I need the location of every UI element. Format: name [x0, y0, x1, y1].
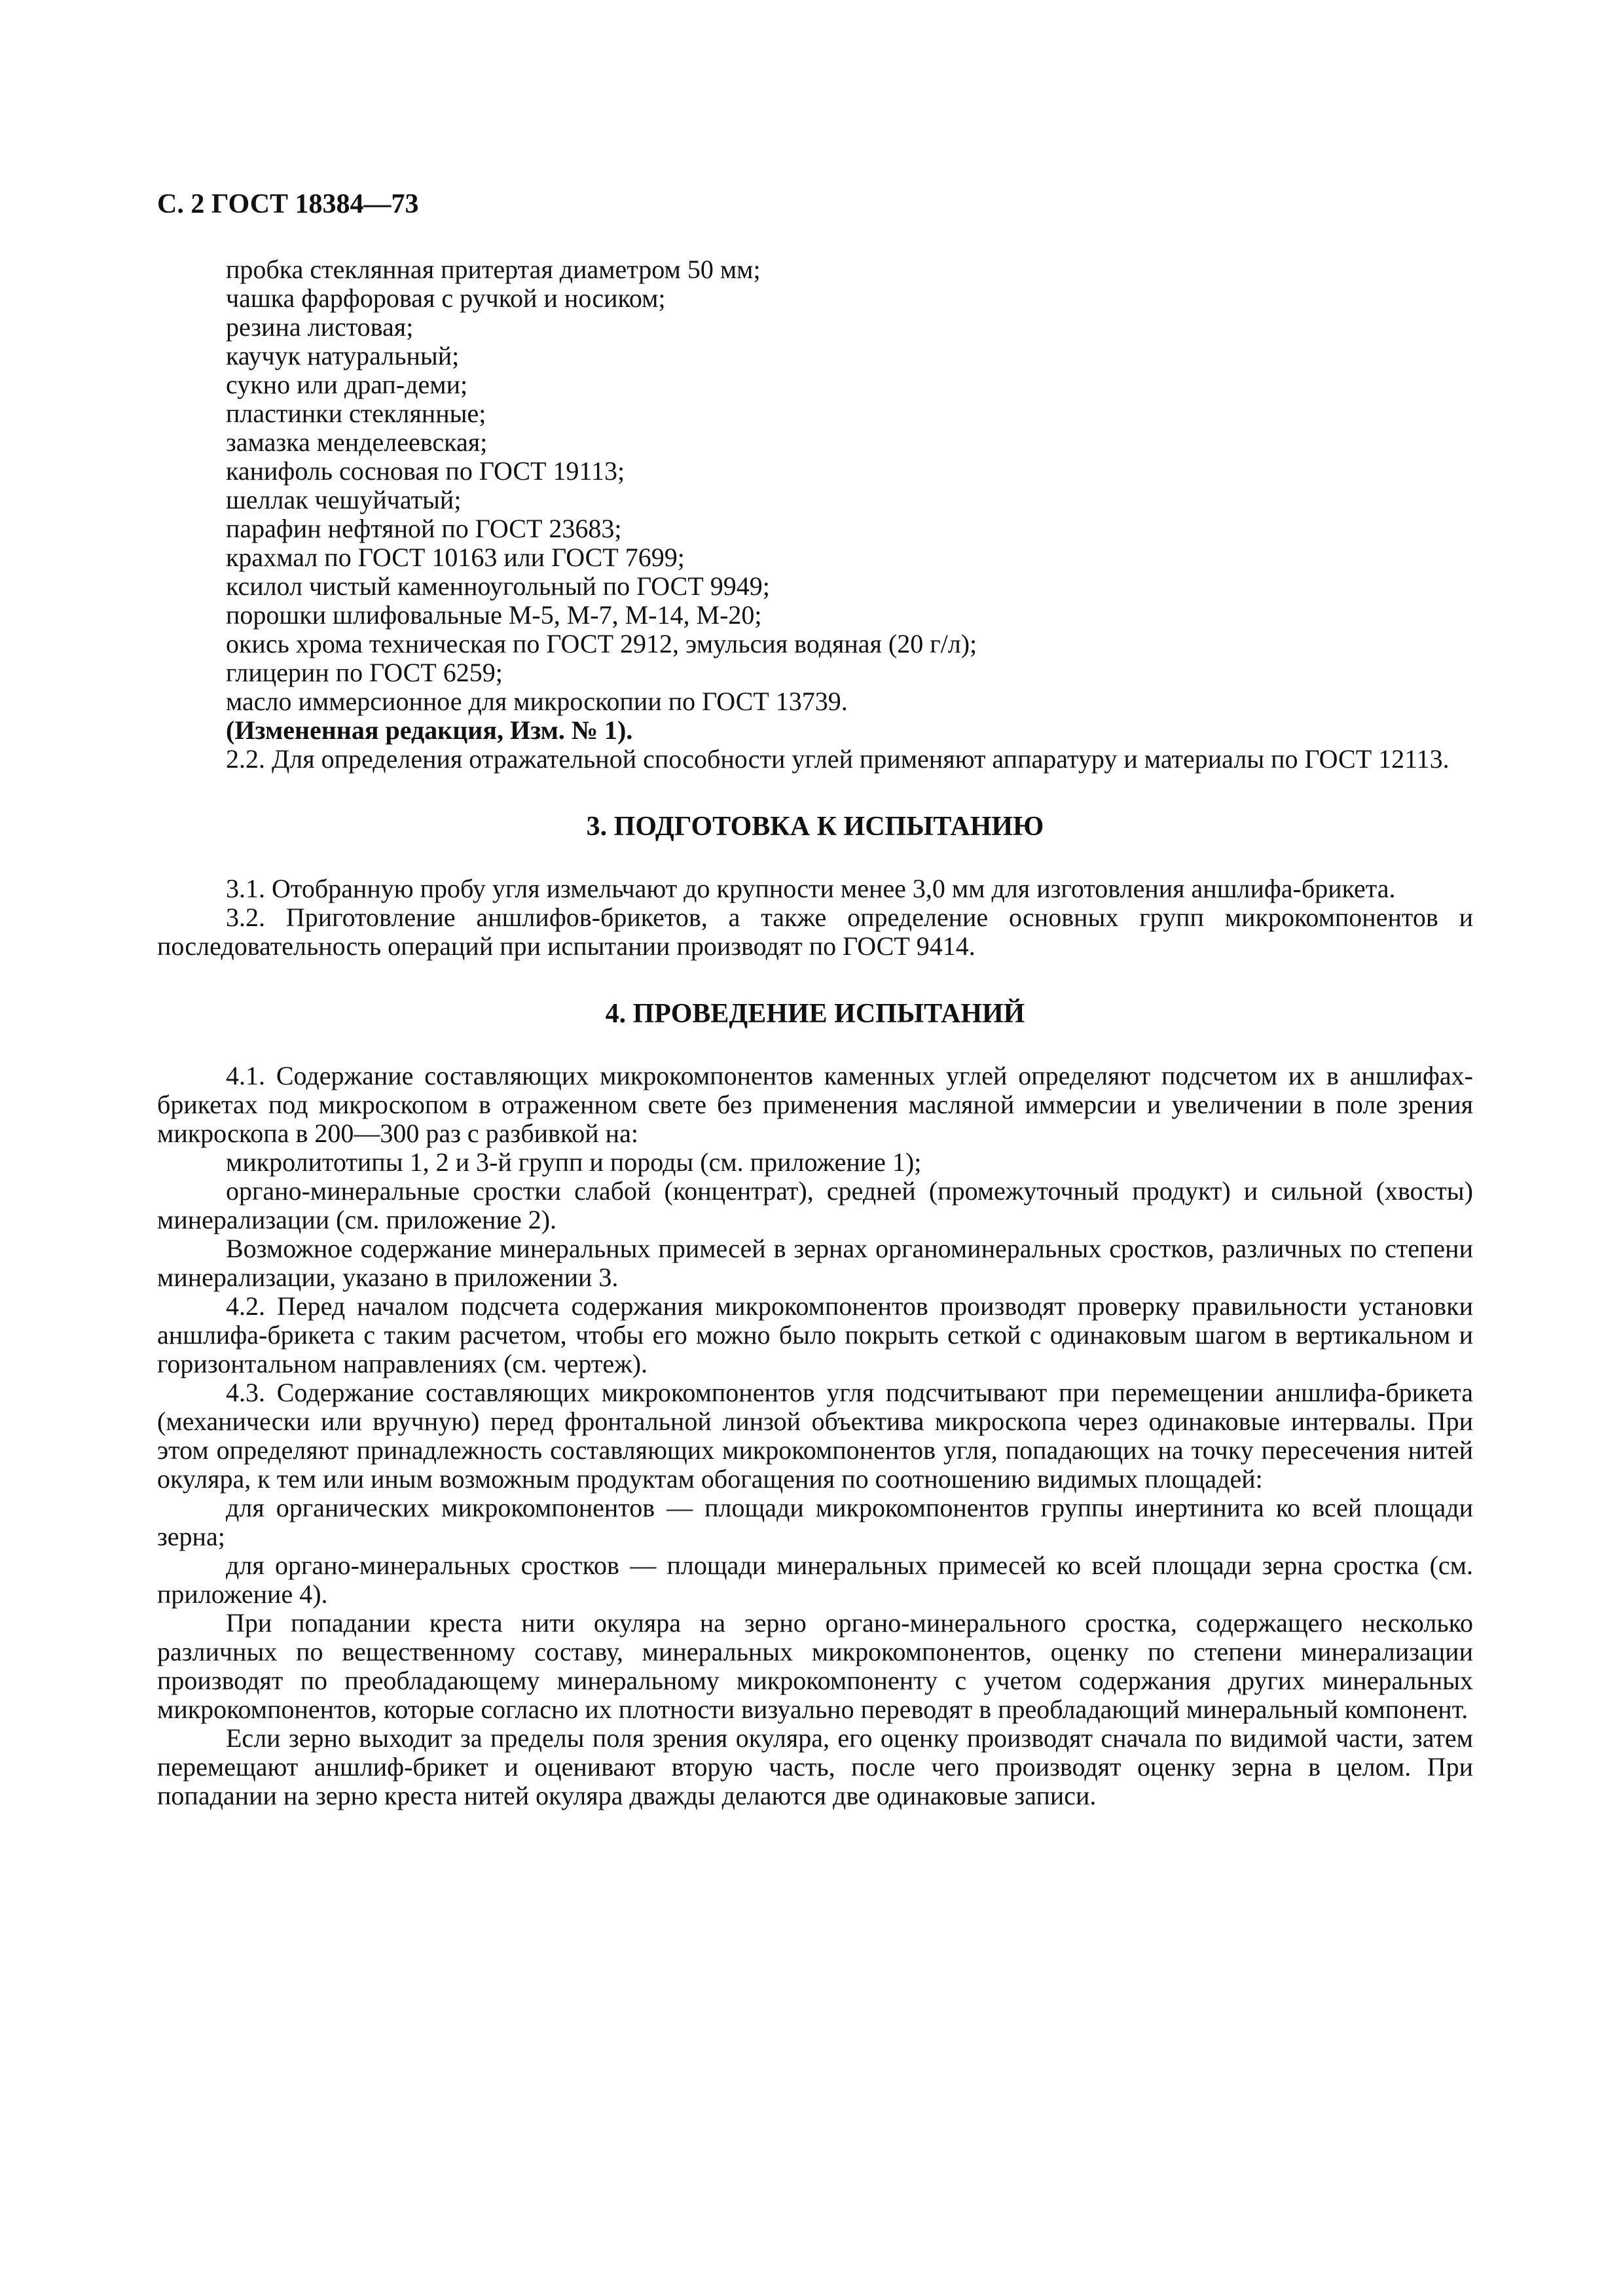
- list-item: масло иммерсионное для микроскопии по ГОСТ 13739.: [226, 687, 848, 716]
- amendment-note: (Измененная редакция, Изм. № 1).: [226, 715, 633, 745]
- paragraph-4-1-a: микролитотипы 1, 2 и 3-й групп и породы (см. приложение 1);: [226, 1147, 922, 1177]
- paragraph-4-2: 4.2. Перед началом подсчета содержания микрокомпонентов производят проверку правильности установки аншлифа-брикета с таким расчетом, чтобы его можно было покрыть сеткой с одинаковым шагом в вертикальном и горизонтальном направлениях (см. чертеж).: [157, 1291, 1473, 1378]
- paragraph-3-2: 3.2. Приготовление аншлифов-брикетов, а также определение основных групп микрокомпонентов и последовательность операций при испытании производят по ГОСТ 9414.: [157, 903, 1473, 961]
- paragraph-4-3-c: При попадании креста нити окуляра на зерно органо-минерального сростка, содержащего несколько различных по вещественному составу, минеральных микрокомпонентов, оценку по степени минерализации производят по преобладающему минеральному микрокомпоненту с учетом содержания других минеральных микрокомпонентов, которые согласно их плотности визуально переводят в преобладающий минеральный компонент.: [157, 1608, 1473, 1724]
- paragraph-4-3: 4.3. Содержание составляющих микрокомпонентов угля подсчитывают при перемещении аншлифа-брикета (механически или вручную) перед фронтальной линзой объектива микроскопа через одинаковые интервалы. При этом определяют принадлежность составляющих микрокомпонентов угля, попадающих на точку пересечения нитей окуляра, к тем или иным возможным продуктам обогащения по соотношению видимых площадей:: [157, 1378, 1473, 1494]
- list-item: чашка фарфоровая с ручкой и носиком;: [226, 283, 666, 313]
- paragraph-2-2: 2.2. Для определения отражательной способности углей применяют аппаратуру и материалы по ГОСТ 12113.: [226, 744, 1450, 774]
- list-item: окись хрома техническая по ГОСТ 2912, эмульсия водяная (20 г/л);: [226, 629, 977, 658]
- list-item: ксилол чистый каменноугольный по ГОСТ 9949;: [226, 571, 770, 601]
- list-item: замазка менделеевская;: [226, 427, 488, 457]
- list-item: резина листовая;: [226, 312, 414, 342]
- paragraph-4-3-b: для органо-минеральных сростков — площади минеральных примесей ко всей площади зерна сростка (см. приложение 4).: [157, 1551, 1473, 1609]
- list-item: порошки шлифовальные М-5, М-7, М-14, М-20;: [226, 600, 762, 630]
- list-item: канифоль сосновая по ГОСТ 19113;: [226, 456, 625, 486]
- list-item: парафин нефтяной по ГОСТ 23683;: [226, 514, 622, 543]
- list-item: пробка стеклянная притертая диаметром 50 мм;: [226, 255, 761, 284]
- list-item: глицерин по ГОСТ 6259;: [226, 658, 503, 687]
- paragraph-3-1: 3.1. Отобранную пробу угля измельчают до крупности менее 3,0 мм для изготовления аншлифа-брикета.: [226, 874, 1396, 903]
- list-item: каучук натуральный;: [226, 341, 460, 370]
- section-4-title: 4. ПРОВЕДЕНИЕ ИСПЫТАНИЙ: [605, 999, 1025, 1029]
- paragraph-4-1-c: Возможное содержание минеральных примесей в зернах органоминеральных сростков, различных по степени минерализации, указано в приложении 3.: [157, 1234, 1473, 1292]
- list-item: крахмал по ГОСТ 10163 или ГОСТ 7699;: [226, 543, 685, 572]
- list-item: пластинки стеклянные;: [226, 399, 486, 428]
- materials-list: [157, 255, 1473, 745]
- paragraph-4-1: 4.1. Содержание составляющих микрокомпонентов каменных углей определяют подсчетом их в аншлифах-брикетах под микроскопом в отраженном свете без применения масляной иммерсии и увеличении в поле зрения микроскопа в 200—300 раз с разбивкой на:: [157, 1061, 1473, 1148]
- paragraph-4-3-d: Если зерно выходит за пределы поля зрения окуляра, его оценку производят сначала по видимой части, затем перемещают аншлиф-брикет и оценивают вторую часть, после чего производят оценку зерна в целом. При попадании на зерно креста нитей окуляра дважды делаются две одинаковые записи.: [157, 1723, 1473, 1810]
- paragraph-4-1-b: органо-минеральные сростки слабой (концентрат), средней (промежуточный продукт) и сильной (хвосты) минерализации (см. приложение 2).: [157, 1176, 1473, 1234]
- running-head: С. 2 ГОСТ 18384—73: [157, 189, 419, 219]
- list-item: сукно или драп-деми;: [226, 370, 468, 399]
- section-3-title: 3. ПОДГОТОВКА К ИСПЫТАНИЮ: [586, 812, 1044, 842]
- document-page: [157, 190, 1473, 1810]
- list-item: шеллак чешуйчатый;: [226, 485, 462, 514]
- paragraph-4-3-a: для органических микрокомпонентов — площади микрокомпонентов группы инертинита ко всей площади зерна;: [157, 1493, 1473, 1551]
